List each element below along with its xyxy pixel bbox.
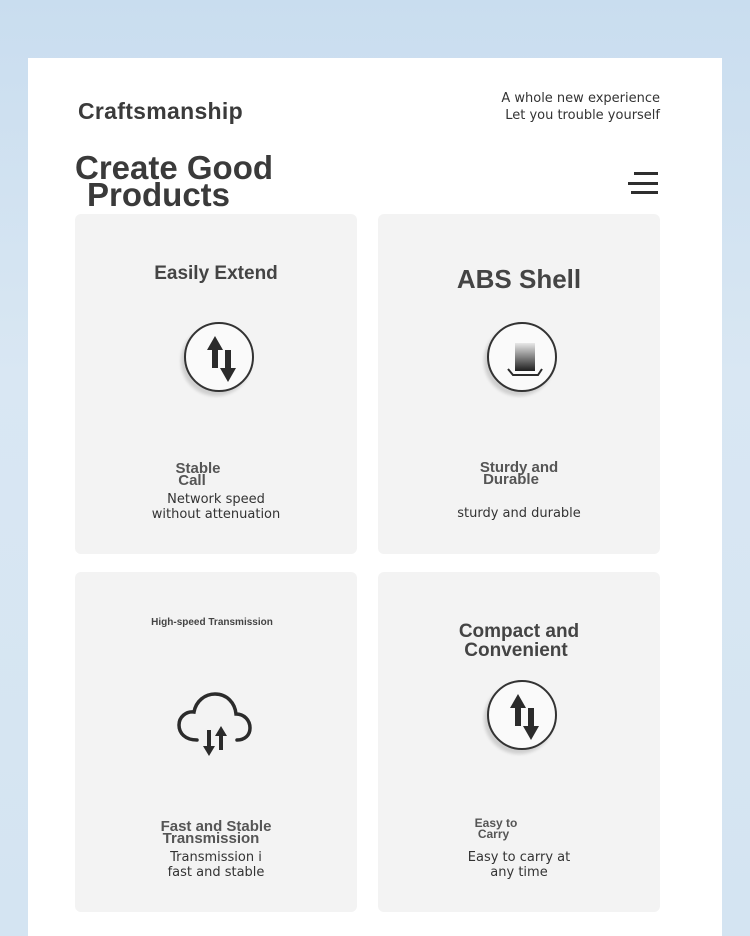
hamburger-menu-icon[interactable] [628,172,658,194]
tagline-line-1: A whole new experience [501,91,660,106]
shell-block-icon [487,322,557,392]
card-feature [39,460,357,489]
card-title-line-2: Convenient [464,640,568,661]
hero-title-line-2: Products [87,176,231,213]
feature-card-easily-extend [75,214,357,554]
hero-title-line-1: Create Good [75,149,274,186]
card-description-line-1: Easy to carry at [467,850,571,865]
cloud-transfer-icon [175,688,255,760]
card-title: Easily Extend [154,263,278,284]
feature-card-abs-shell [378,214,660,554]
card-title: High-speed Transmission [151,617,273,628]
card-feature [75,818,357,847]
card-description [75,492,357,522]
section-heading: Craftsmanship [78,98,243,124]
card-feature-line-1: Stable [175,460,221,477]
card-description-line-2: fast and stable [167,865,265,880]
card-feature-line-2: Durable [483,471,539,488]
card-description-line-1: Network speed [167,492,265,507]
feature-card-compact-convenient [378,572,660,912]
card-title: ABS Shell [456,264,582,294]
card-title [378,622,660,660]
card-feature-line-1: Fast and Stable [160,818,272,835]
tagline [501,90,660,124]
card-description-line-2: without attenuation [151,507,281,522]
card-title-line-1: Compact and [458,621,580,642]
card-feature-line-2: Carry [477,827,510,841]
card-feature-line-2: Transmission [162,830,260,847]
up-down-arrows-icon [184,322,254,392]
card-description [378,506,660,521]
card-feature-line-1: Sturdy and [479,459,559,476]
card-feature [378,459,660,488]
card-description [75,850,357,880]
up-down-arrows-icon [487,680,557,750]
card-feature-line-2: Call [178,472,206,489]
card-feature-line-1: Easy to [474,816,518,830]
tagline-line-2: Let you trouble yourself [505,108,660,123]
content-panel [28,58,722,936]
card-description [378,850,660,880]
card-feature [332,818,660,840]
feature-card-high-speed-transmission [75,572,357,912]
card-description-line-1: sturdy and durable [457,506,581,521]
hero-title [75,149,274,213]
card-description-line-1: Transmission i [170,850,262,865]
card-description-line-2: any time [490,865,548,880]
